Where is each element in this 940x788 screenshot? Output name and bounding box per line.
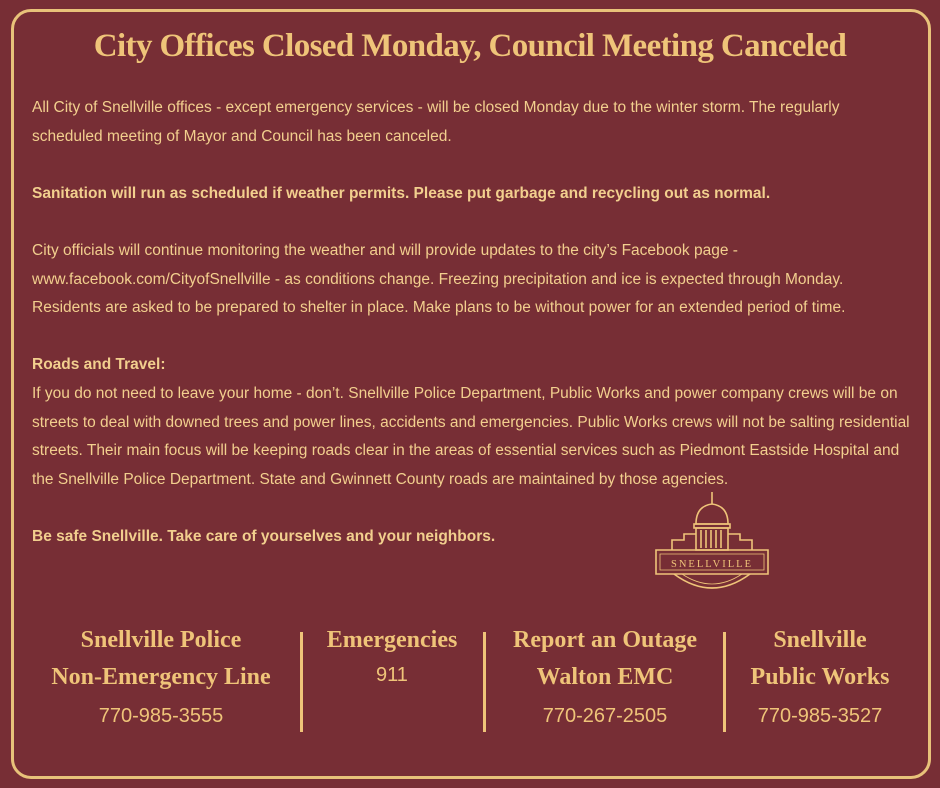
page-title: City Offices Closed Monday, Council Meeting Canceled: [93, 28, 847, 64]
contacts-row: [0, 622, 940, 742]
city-hall-dome-icon: [652, 490, 772, 602]
contact-divider: [723, 632, 726, 732]
logo-text: SNELLVILLE: [670, 559, 754, 570]
closure-paragraph: All City of Snellville offices - except emergency services - will be closed Monday due to the winter storm. The regularly scheduled meeting of Mayor and Council has been canceled.: [32, 99, 840, 145]
sanitation-paragraph: Sanitation will run as scheduled if weather permits. Please put garbage and recycling out as normal.: [32, 184, 771, 202]
closing-paragraph: Be safe Snellville. Take care of yourselves and your neighbors.: [32, 527, 496, 545]
contact-outage-line2: Walton EMC: [536, 664, 674, 690]
contact-emergencies-line1: Emergencies: [326, 627, 458, 653]
contact-outage-line1: Report an Outage: [513, 627, 697, 653]
contact-police: [28, 622, 294, 728]
contact-police-number: 770-985-3555: [98, 705, 224, 727]
contact-public-works-line1: Snellville: [773, 627, 867, 653]
contact-police-line1: Snellville Police: [80, 627, 242, 653]
roads-heading: Roads and Travel:: [32, 356, 166, 374]
contact-emergencies: [307, 622, 477, 687]
updates-paragraph: City officials will continue monitoring the weather and will provide updates to the city’s Facebook page - www.facebook.com/CityofSnellville - as conditions change. Freezing precipitation and ice is expected through Monday. Residents are asked to be prepared to shelter in place. Make plans to be without power for an extended period of time.: [32, 241, 846, 317]
notice-body: [32, 94, 912, 552]
contact-emergencies-number: 911: [376, 664, 408, 686]
contact-divider: [300, 632, 303, 732]
contact-divider: [483, 632, 486, 732]
contact-public-works: [730, 622, 910, 728]
snellville-logo: [652, 490, 772, 602]
roads-paragraph: If you do not need to leave your home - don’t. Snellville Police Department, Public Works and power company crews will be on streets to deal with downed trees and power lines, accidents and emergencies. Public Works crews will not be salting residential streets. Their main focus will be keeping roads clear in the areas of essential services such as Piedmont Eastside Hospital and the Snellville Police Department. State and Gwinnett County roads are maintained by those agencies.: [32, 384, 910, 488]
contact-outage: [490, 622, 720, 728]
contact-public-works-line2: Public Works: [750, 664, 890, 690]
contact-outage-number: 770-267-2505: [542, 705, 668, 727]
contact-police-line2: Non-Emergency Line: [51, 664, 271, 690]
contact-public-works-number: 770-985-3527: [757, 705, 883, 727]
